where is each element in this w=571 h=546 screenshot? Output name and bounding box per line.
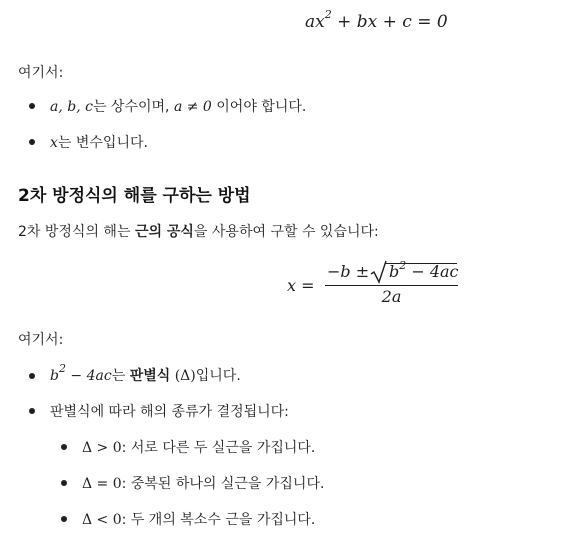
formula-denominator: 2a	[381, 287, 402, 306]
quadratic-equation	[305, 8, 448, 32]
nonzero-condition: a ≠ 0	[173, 99, 212, 115]
radicand-b: b	[389, 262, 400, 281]
list-item-discriminant	[50, 362, 241, 385]
case-positive-text: : 서로 다른 두 실근을 가집니다.	[121, 440, 316, 456]
radicand-rest: − 4ac	[406, 262, 459, 281]
formula-lhs: x =	[287, 276, 315, 295]
disc-exponent: 2	[58, 362, 66, 376]
para-pre: 2차 방정식의 해는	[18, 224, 135, 240]
disc-rest: − 4ac	[65, 368, 112, 384]
sub-item-negative	[82, 509, 315, 529]
para-post: 을 사용하여 구할 수 있습니다:	[193, 224, 379, 240]
bullet	[29, 373, 35, 379]
para-bold-term: 근의 공식	[134, 224, 194, 240]
case-zero-math: Δ = 0	[82, 476, 122, 492]
list-item-variable	[50, 132, 148, 152]
equation-rhs: + bx + c = 0	[331, 12, 448, 32]
where-label-2: 여기서:	[18, 332, 64, 348]
radicand-exponent: 2	[399, 258, 407, 272]
disc-tail: 입니다.	[195, 368, 241, 384]
disc-bold-term: 판별식	[129, 368, 171, 384]
fraction-bar	[325, 285, 458, 286]
constants-tail: 이어야 합니다.	[211, 99, 307, 115]
numerator-prefix: −b ±	[327, 262, 370, 281]
disc-b: b	[50, 368, 59, 384]
constants-math: a, b, c	[50, 99, 93, 115]
constants-text: 는 상수이며,	[92, 99, 174, 115]
bullet	[61, 480, 67, 486]
formula-numerator	[325, 260, 458, 284]
variable-text: 는 변수입니다.	[57, 135, 148, 151]
disc-text: 는	[111, 368, 130, 384]
delta-symbol: (Δ)	[170, 368, 196, 384]
equation-exponent: 2	[324, 8, 332, 22]
radicand	[389, 258, 459, 281]
list-item-constants	[50, 96, 306, 116]
bullet	[29, 408, 35, 414]
sub-item-positive	[82, 437, 315, 457]
discriminant-math	[50, 362, 112, 384]
list-item-solution-types: 판별식에 따라 해의 종류가 결정됩니다:	[50, 404, 289, 420]
case-negative-math: Δ < 0	[82, 512, 122, 528]
bullet	[29, 139, 35, 145]
case-positive-math: Δ > 0	[82, 440, 122, 456]
sub-item-zero	[82, 473, 324, 493]
where-label-1: 여기서:	[18, 65, 64, 81]
formula-fraction	[325, 258, 458, 308]
case-zero-text: : 중복된 하나의 실근을 가집니다.	[121, 476, 325, 492]
bullet	[61, 516, 67, 522]
bullet	[61, 444, 67, 450]
bullet	[29, 103, 35, 109]
formula-intro-paragraph	[18, 221, 379, 241]
equation-lhs: ax	[305, 12, 325, 32]
case-negative-text: : 두 개의 복소수 근을 가집니다.	[121, 512, 316, 528]
variable-math: x	[50, 135, 58, 151]
section-heading: 2차 방정식의 해를 구하는 방법	[18, 186, 251, 206]
